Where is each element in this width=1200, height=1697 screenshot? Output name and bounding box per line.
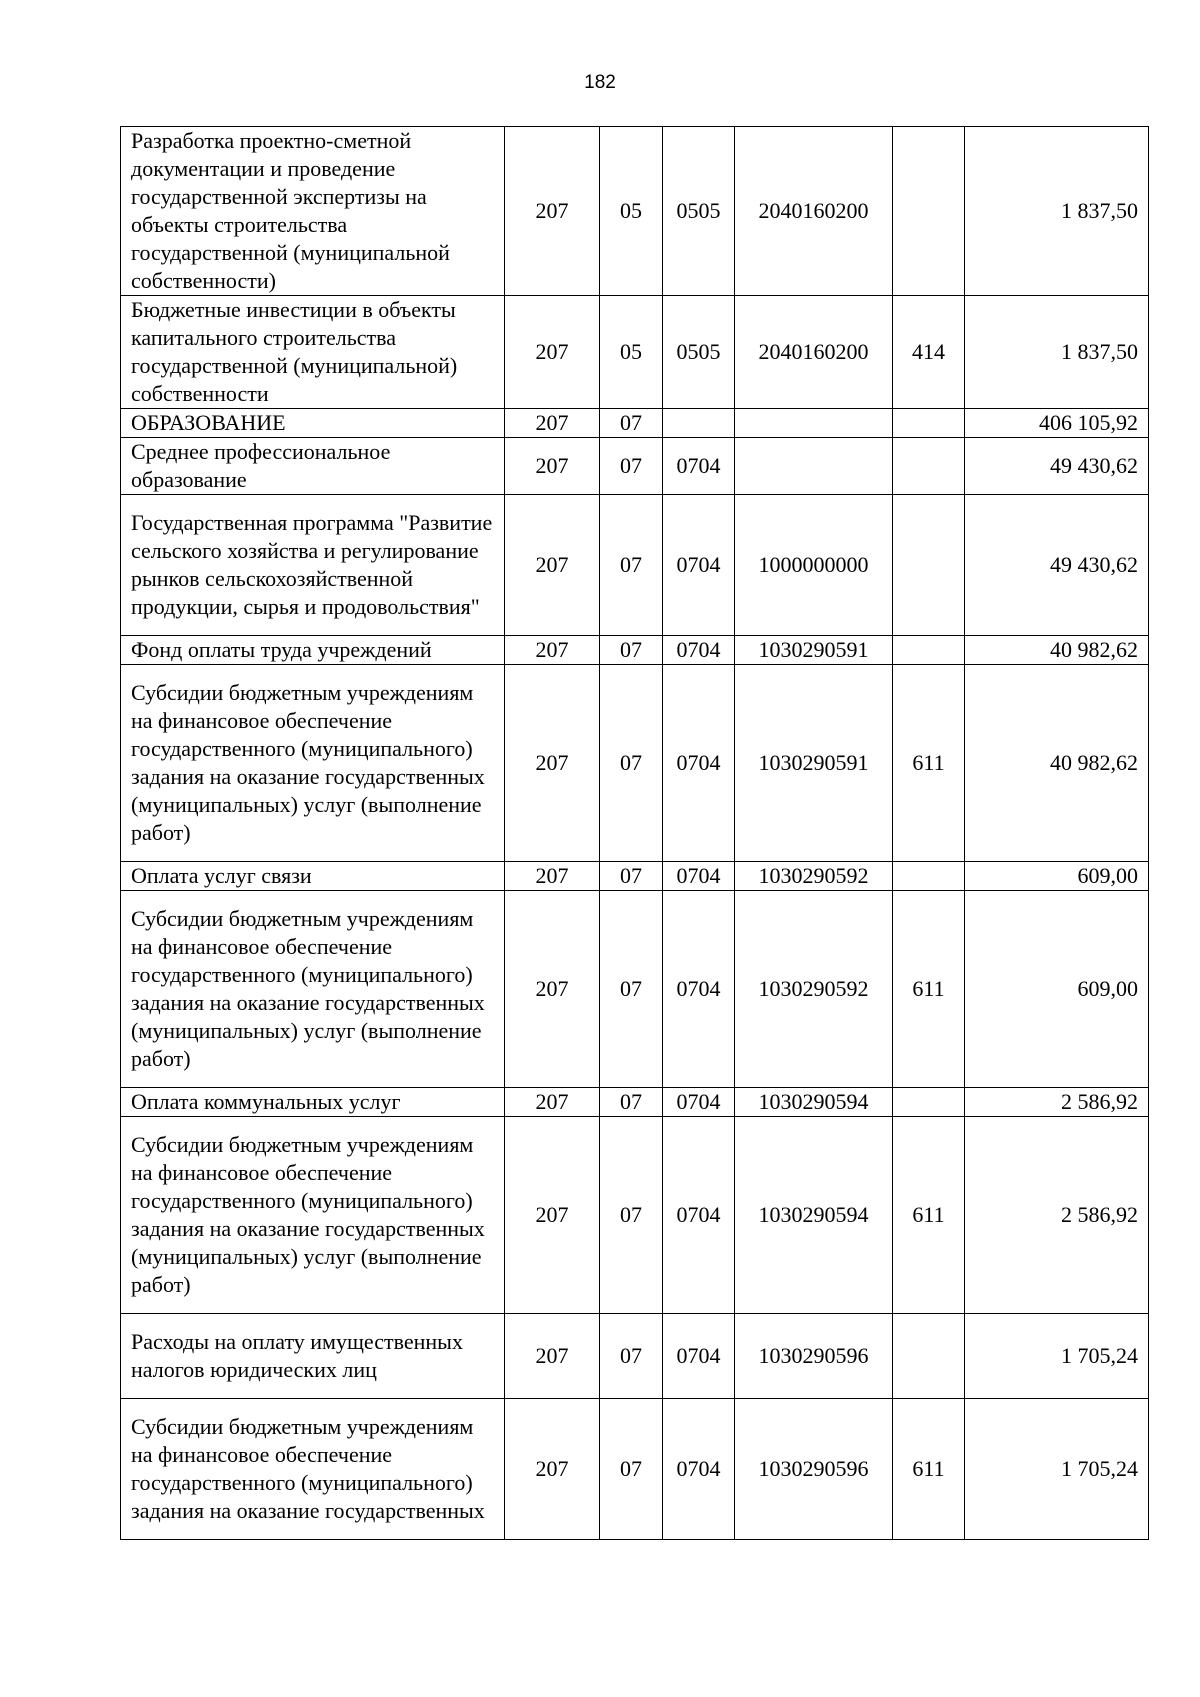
row-vr xyxy=(893,1088,965,1117)
row-sum: 2 586,92 xyxy=(965,1088,1149,1117)
row-name: Субсидии бюджетным учреждениям на финансовое обеспечение государственного (муниципального) задания на оказание государственных (муниципальных) услуг (выполнение работ) xyxy=(121,891,505,1088)
row-vr xyxy=(893,636,965,665)
row-rz: 07 xyxy=(600,891,663,1088)
table-row xyxy=(121,665,1149,862)
row-csr xyxy=(735,409,893,438)
row-pr: 0704 xyxy=(663,862,735,891)
row-name: Расходы на оплату имущественных налогов юридических лиц xyxy=(121,1314,505,1399)
row-csr: 1030290591 xyxy=(735,636,893,665)
row-ved: 207 xyxy=(505,636,600,665)
row-pr: 0704 xyxy=(663,1399,735,1540)
row-sum: 1 705,24 xyxy=(965,1399,1149,1540)
row-ved: 207 xyxy=(505,127,600,296)
row-pr: 0704 xyxy=(663,1088,735,1117)
row-pr: 0704 xyxy=(663,665,735,862)
row-pr xyxy=(663,409,735,438)
row-pr: 0704 xyxy=(663,438,735,495)
row-vr: 414 xyxy=(893,296,965,409)
row-pr: 0704 xyxy=(663,1117,735,1314)
table-row xyxy=(121,1314,1149,1399)
row-rz: 07 xyxy=(600,495,663,636)
row-ved: 207 xyxy=(505,438,600,495)
row-csr: 2040160200 xyxy=(735,296,893,409)
row-vr xyxy=(893,438,965,495)
table-row xyxy=(121,862,1149,891)
row-pr: 0704 xyxy=(663,495,735,636)
row-rz: 07 xyxy=(600,438,663,495)
row-rz: 05 xyxy=(600,127,663,296)
table-row xyxy=(121,409,1149,438)
budget-table xyxy=(120,126,1149,1540)
row-rz: 07 xyxy=(600,1314,663,1399)
row-sum: 2 586,92 xyxy=(965,1117,1149,1314)
row-rz: 07 xyxy=(600,1088,663,1117)
row-sum: 49 430,62 xyxy=(965,438,1149,495)
row-rz: 07 xyxy=(600,862,663,891)
row-vr xyxy=(893,127,965,296)
row-ved: 207 xyxy=(505,891,600,1088)
row-name: Государственная программа "Развитие сельского хозяйства и регулирование рынков сельскохозяйственной продукции, сырья и продовольствия" xyxy=(121,495,505,636)
row-csr xyxy=(735,438,893,495)
row-name: Оплата коммунальных услуг xyxy=(121,1088,505,1117)
row-sum: 1 837,50 xyxy=(965,127,1149,296)
row-sum: 406 105,92 xyxy=(965,409,1149,438)
table-row xyxy=(121,438,1149,495)
row-name: ОБРАЗОВАНИЕ xyxy=(121,409,505,438)
row-name: Субсидии бюджетным учреждениям на финансовое обеспечение государственного (муниципального) задания на оказание государственных xyxy=(121,1399,505,1540)
row-ved: 207 xyxy=(505,665,600,862)
row-vr: 611 xyxy=(893,1399,965,1540)
page-number: 182 xyxy=(584,72,616,93)
row-pr: 0704 xyxy=(663,891,735,1088)
row-sum: 40 982,62 xyxy=(965,665,1149,862)
row-name: Среднее профессиональное образование xyxy=(121,438,505,495)
row-name: Разработка проектно-сметной документации и проведение государственной экспертизы на объекты строительства государственной (муниципальной собственности) xyxy=(121,127,505,296)
row-name: Бюджетные инвестиции в объекты капитального строительства государственной (муниципальной) собственности xyxy=(121,296,505,409)
row-ved: 207 xyxy=(505,1399,600,1540)
row-csr: 1030290594 xyxy=(735,1088,893,1117)
row-csr: 1030290596 xyxy=(735,1314,893,1399)
row-vr xyxy=(893,862,965,891)
row-csr: 1030290591 xyxy=(735,665,893,862)
row-sum: 1 705,24 xyxy=(965,1314,1149,1399)
row-name: Субсидии бюджетным учреждениям на финансовое обеспечение государственного (муниципального) задания на оказание государственных (муниципальных) услуг (выполнение работ) xyxy=(121,1117,505,1314)
row-sum: 49 430,62 xyxy=(965,495,1149,636)
row-rz: 07 xyxy=(600,665,663,862)
row-sum: 609,00 xyxy=(965,862,1149,891)
row-name: Оплата услуг связи xyxy=(121,862,505,891)
row-sum: 40 982,62 xyxy=(965,636,1149,665)
row-pr: 0505 xyxy=(663,127,735,296)
row-pr: 0505 xyxy=(663,296,735,409)
row-csr: 1000000000 xyxy=(735,495,893,636)
row-rz: 07 xyxy=(600,636,663,665)
row-ved: 207 xyxy=(505,1314,600,1399)
row-ved: 207 xyxy=(505,296,600,409)
table-row xyxy=(121,1399,1149,1540)
row-ved: 207 xyxy=(505,862,600,891)
table-row xyxy=(121,495,1149,636)
row-sum: 1 837,50 xyxy=(965,296,1149,409)
row-name: Субсидии бюджетным учреждениям на финансовое обеспечение государственного (муниципального) задания на оказание государственных (муниципальных) услуг (выполнение работ) xyxy=(121,665,505,862)
row-vr: 611 xyxy=(893,891,965,1088)
row-ved: 207 xyxy=(505,409,600,438)
row-ved: 207 xyxy=(505,1088,600,1117)
row-pr: 0704 xyxy=(663,636,735,665)
row-pr: 0704 xyxy=(663,1314,735,1399)
row-rz: 07 xyxy=(600,1117,663,1314)
table-row xyxy=(121,296,1149,409)
row-vr: 611 xyxy=(893,665,965,862)
row-vr xyxy=(893,1314,965,1399)
row-csr: 1030290594 xyxy=(735,1117,893,1314)
row-csr: 1030290592 xyxy=(735,891,893,1088)
row-ved: 207 xyxy=(505,495,600,636)
table-row xyxy=(121,1117,1149,1314)
table-row xyxy=(121,127,1149,296)
row-vr xyxy=(893,409,965,438)
row-rz: 07 xyxy=(600,409,663,438)
row-csr: 1030290596 xyxy=(735,1399,893,1540)
row-csr: 2040160200 xyxy=(735,127,893,296)
row-vr xyxy=(893,495,965,636)
table-row xyxy=(121,636,1149,665)
table-row xyxy=(121,891,1149,1088)
row-ved: 207 xyxy=(505,1117,600,1314)
table-row xyxy=(121,1088,1149,1117)
row-vr: 611 xyxy=(893,1117,965,1314)
row-csr: 1030290592 xyxy=(735,862,893,891)
row-name: Фонд оплаты труда учреждений xyxy=(121,636,505,665)
row-rz: 07 xyxy=(600,1399,663,1540)
row-rz: 05 xyxy=(600,296,663,409)
row-sum: 609,00 xyxy=(965,891,1149,1088)
